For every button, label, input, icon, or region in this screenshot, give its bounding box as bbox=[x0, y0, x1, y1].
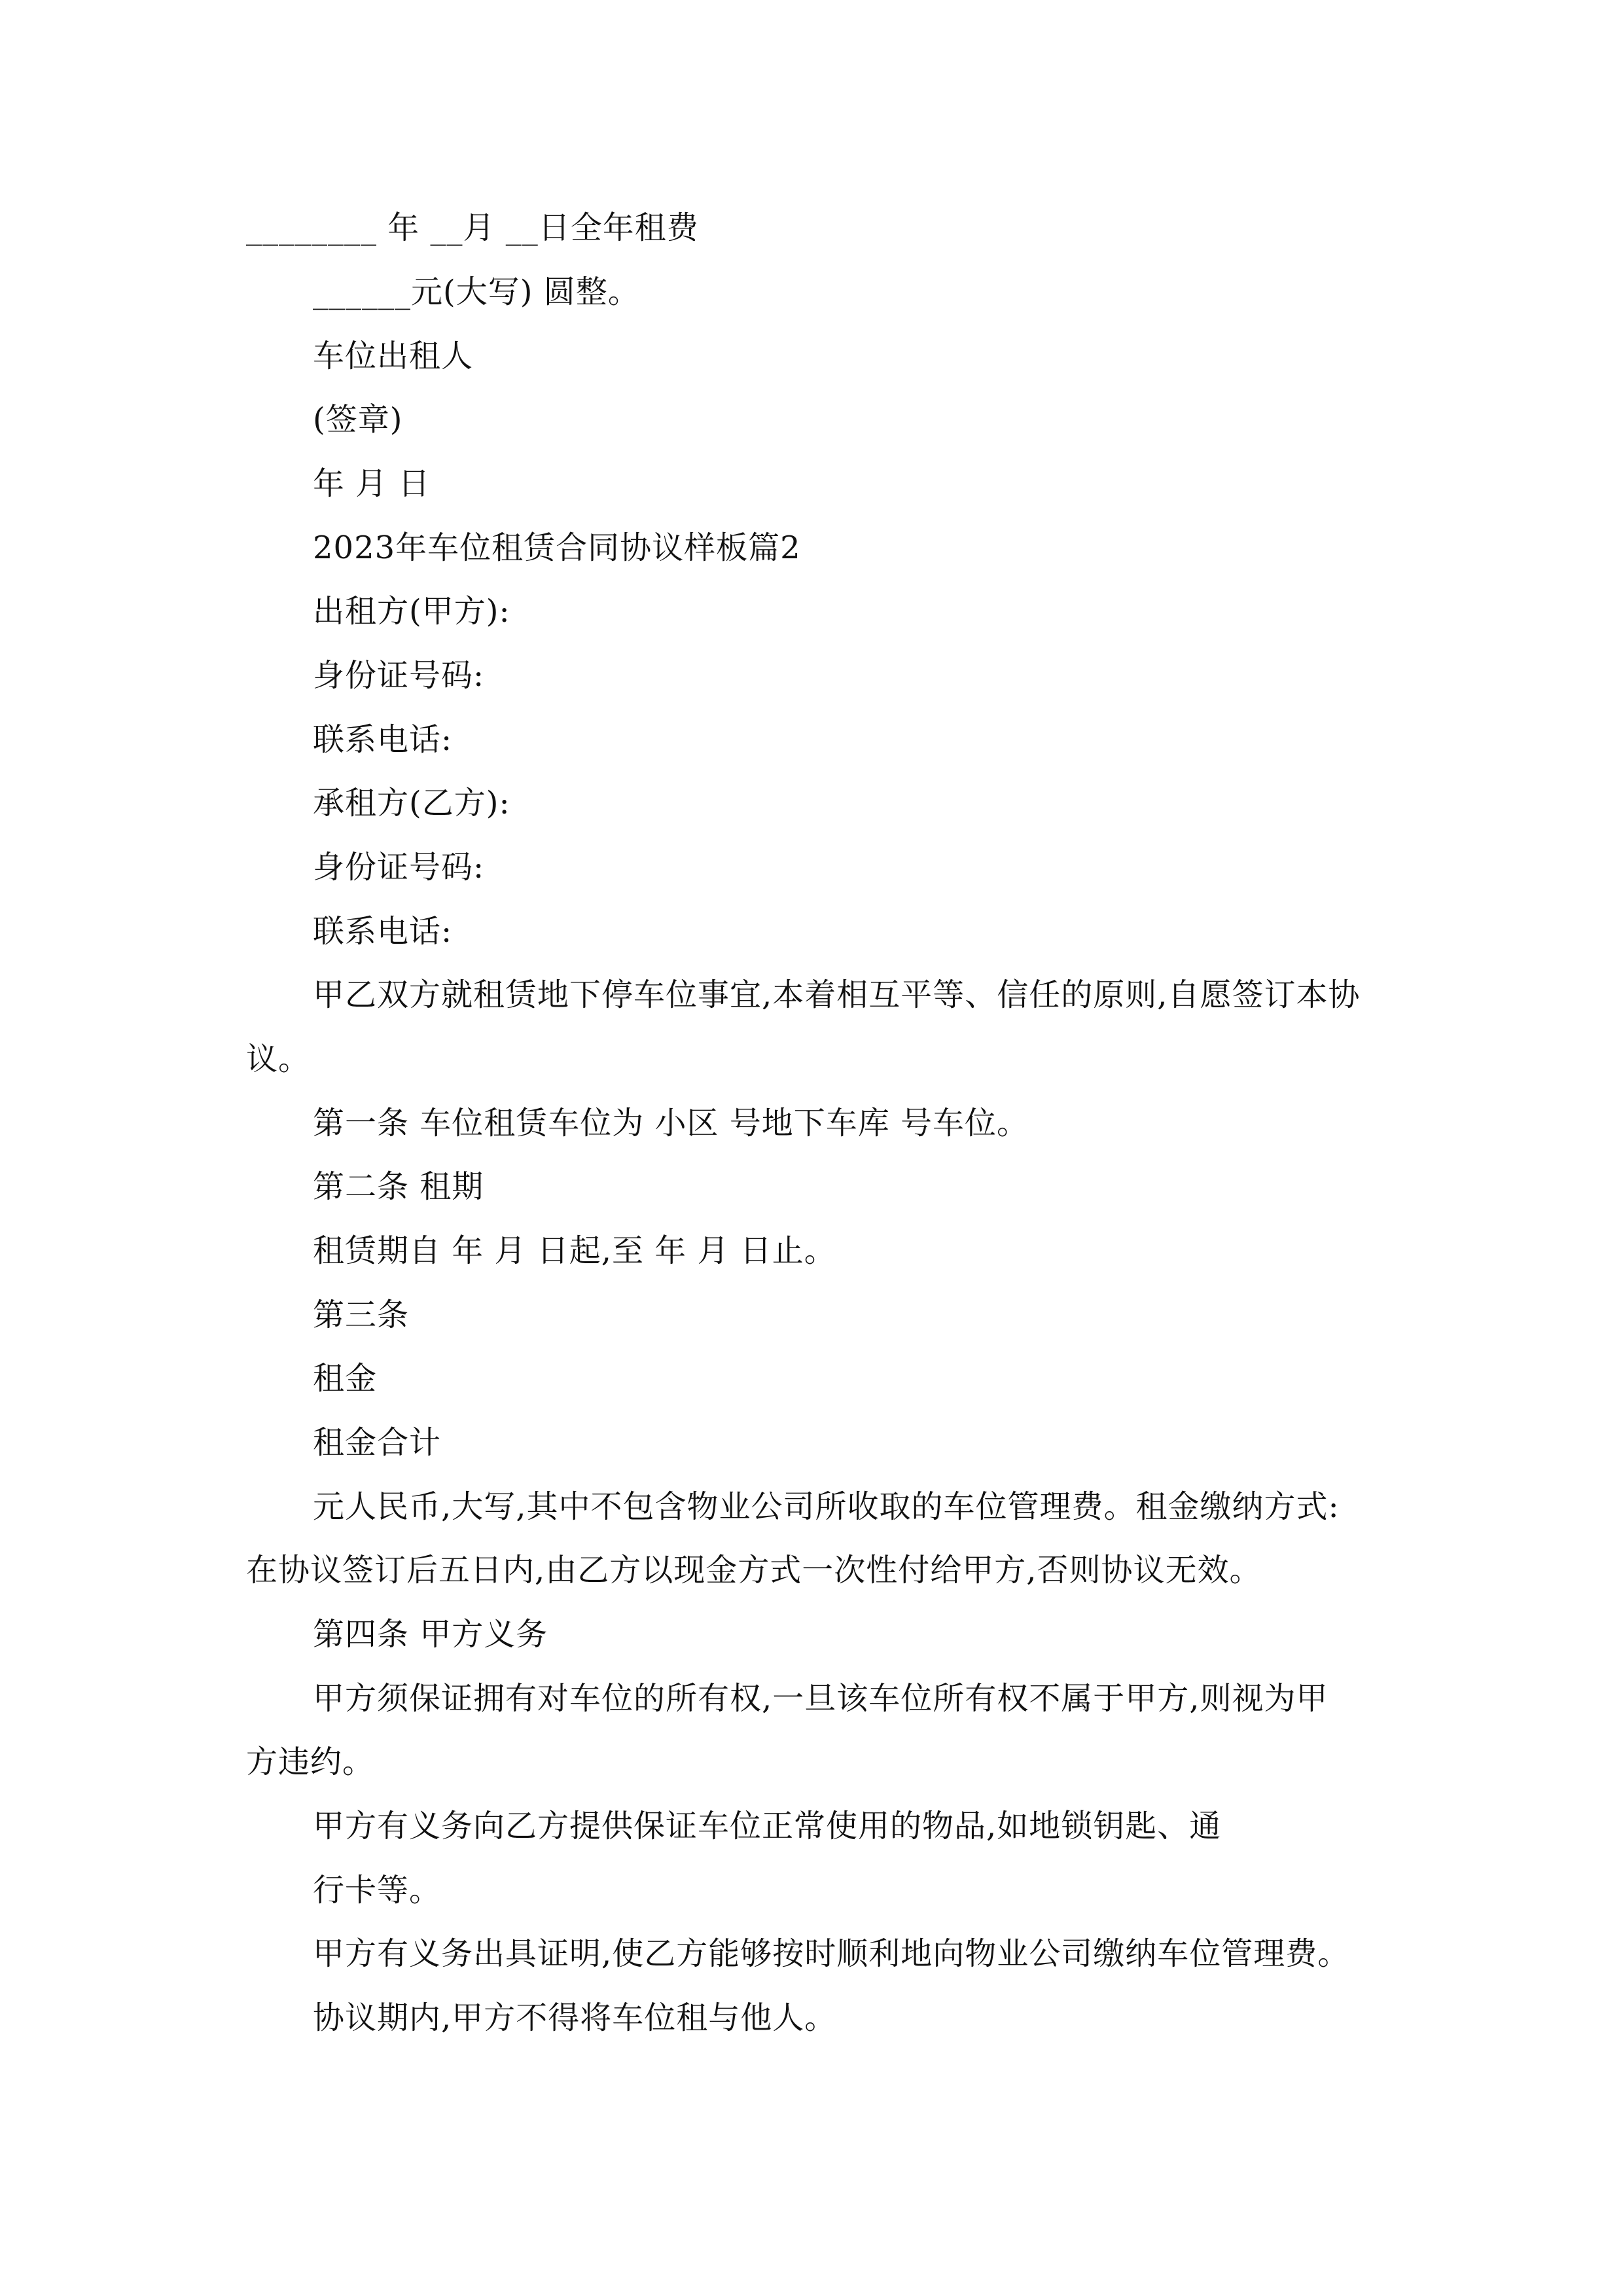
lessor-phone-label: 联系电话: bbox=[313, 721, 453, 758]
preamble-paragraph: 甲乙双方就租赁地下停车位事宜,本着相互平等、信任的原则,自愿签订本协 bbox=[313, 977, 1361, 1013]
lessee-phone-label: 联系电话: bbox=[313, 913, 453, 950]
rent-total-label: 租金合计 bbox=[313, 1424, 442, 1461]
rent-date-line: ________ 年 __月 __日全年租费 bbox=[246, 209, 699, 246]
rent-heading: 租金 bbox=[313, 1360, 378, 1397]
lease-term-line: 租赁期自 年 月 日起,至 年 月 日止。 bbox=[313, 1232, 836, 1269]
ownership-paragraph: 甲方须保证拥有对车位的所有权,一旦该车位所有权不属于甲方,则视为甲 bbox=[313, 1680, 1329, 1717]
lessor-label: 车位出租人 bbox=[313, 338, 474, 374]
seal-label: (签章) bbox=[313, 401, 403, 438]
section-title: 2023年车位租赁合同协议样板篇2 bbox=[313, 529, 801, 566]
items-paragraph: 甲方有义务向乙方提供保证车位正常使用的物品,如地锁钥匙、通 bbox=[313, 1808, 1222, 1844]
rent-amount-line: ______元(大写) 圆整。 bbox=[313, 274, 640, 310]
no-sublease-paragraph: 协议期内,甲方不得将车位租与他人。 bbox=[313, 2000, 837, 2036]
article-three-title: 第三条 bbox=[313, 1297, 410, 1333]
article-one: 第一条 车位租赁车位为 小区 号地下车库 号车位。 bbox=[313, 1105, 1029, 1141]
lessor-id-label: 身份证号码: bbox=[313, 657, 485, 694]
certificate-paragraph: 甲方有义务出具证明,使乙方能够按时顺利地向物业公司缴纳车位管理费。 bbox=[313, 1935, 1350, 1972]
rent-payment-paragraph-cont: 在协议签订后五日内,由乙方以现金方式一次性付给甲方,否则协议无效。 bbox=[246, 1552, 1262, 1588]
article-two-title: 第二条 租期 bbox=[313, 1168, 484, 1205]
lessor-party-label: 出租方(甲方): bbox=[313, 593, 510, 630]
lessee-party-label: 承租方(乙方): bbox=[313, 785, 510, 821]
lessee-id-label: 身份证号码: bbox=[313, 849, 485, 886]
ownership-paragraph-cont: 方违约。 bbox=[246, 1744, 375, 1780]
article-four-title: 第四条 甲方义务 bbox=[313, 1616, 548, 1653]
rent-payment-paragraph: 元人民币,大写,其中不包含物业公司所收取的车位管理费。租金缴纳方式: bbox=[313, 1488, 1340, 1525]
preamble-paragraph-cont: 议。 bbox=[246, 1041, 311, 1077]
items-paragraph-cont: 行卡等。 bbox=[313, 1872, 442, 1909]
date-label: 年 月 日 bbox=[313, 465, 431, 502]
